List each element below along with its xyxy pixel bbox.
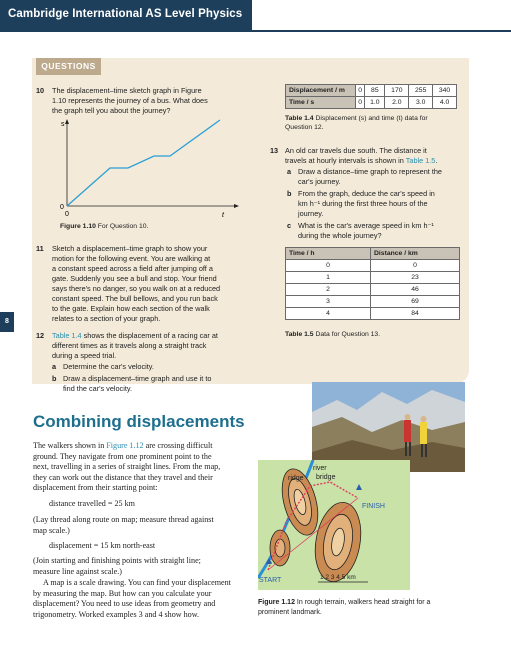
table-cell: 84 [371,308,460,320]
caption-line [285,114,465,123]
bus-journey-line [67,120,220,206]
table-cell: 2 [286,284,371,296]
body-line: by measuring the map. But how can you calculate your [33,588,212,598]
table-header: Time / s [286,97,356,109]
x-axis-label: t [222,212,224,219]
q11-line: says there's no danger, so you walk on at a reduced [52,284,221,293]
caption-text: Data for Question 13. [315,331,381,338]
q10-line: 1.10 represents the journey of a bus. What does [52,96,208,105]
table-row [286,308,460,320]
q13c [287,221,434,241]
body-line: (Lay thread along route on map; measure thread against [33,515,214,524]
table-row [286,272,460,284]
body-line: next, travelling in a series of straight lines. From the map, [33,462,221,472]
table-row [286,296,460,308]
q12b-line: find the car's velocity. [63,384,132,393]
q13a-label: a [287,167,292,176]
q11-line: constant speed. The bull bellows, and you run back [52,294,218,303]
caption-label: Figure 1.12 [258,599,295,606]
table-cell: 3.0 [409,97,433,109]
table-cell: 0 [356,85,365,97]
table-cell: 4 [286,308,371,320]
figure-1-12-link[interactable]: Figure 1.12 [106,441,144,450]
body-line: trigonometry. Worked examples 3 and 4 show how. [33,609,200,619]
q13b-line: From the graph, deduce the car's speed in [298,189,435,198]
table-cell: 170 [385,85,409,97]
q12b [52,374,212,394]
table-row [286,248,460,260]
table-1-4-link[interactable]: Table 1.4 [52,331,82,340]
q12a-label: a [52,362,57,371]
q12-line [52,331,262,341]
table-1-4 [285,84,457,109]
q12-line: during a speed trial. [52,351,117,360]
section-paragraph-2 [33,578,263,620]
river-label: river [313,465,327,472]
start-label: START [259,577,282,584]
caption-label: Table 1.4 [285,115,314,122]
q13b-line: journey. [298,209,324,218]
caption-text: For Question 10. [97,223,149,230]
table-header: Time / h [286,248,371,260]
book-title: Cambridge International AS Level Physics [8,8,243,20]
caption-label: Table 1.5 [285,331,314,338]
table-1-5 [285,247,460,320]
caption-line [258,598,468,608]
table-cell: 23 [371,272,460,284]
note-2 [33,556,263,577]
table-cell: 85 [365,85,385,97]
q13c-line: during the whole journey? [298,231,382,240]
body-line: (Join starting and finishing points with straight line; [33,556,201,565]
q13-line [285,156,470,166]
table-1-5-caption [285,330,380,339]
q12b-label: b [52,374,57,383]
q12b-line: Draw a displacement–time graph and use it to [63,374,212,383]
q11-number: 11 [36,244,44,253]
q11-line: a constant speed across a field after jumping off a [52,264,213,273]
figure-1-10-graph [52,116,242,220]
q11-line: relates to a section of your graph. [52,314,161,323]
table-row [286,97,457,109]
q11-line: Sketch a displacement–time graph to show your [52,244,208,253]
page-header [0,0,511,32]
table-row [286,284,460,296]
y-axis-arrow [65,119,69,124]
table-cell: 255 [409,85,433,97]
table-cell: 46 [371,284,460,296]
section-paragraph-1 [33,441,263,494]
body-line: A map is a scale drawing. You can find your displacement [43,578,231,587]
table-cell: 3 [286,296,371,308]
page-number: 8 [0,312,14,332]
route-map [258,460,410,590]
q12-line: different times as it travels along a straight track [52,341,207,350]
section-title: Combining displacements [33,412,245,431]
table-header: Distance / km [371,248,460,260]
graph-origin-x: 0 [65,211,69,218]
y-axis-label: s [61,121,65,128]
table-header: Displacement / m [286,85,356,97]
q13a-line: Draw a distance–time graph to represent the [298,167,442,176]
body-line [33,441,263,452]
table-cell: 2.0 [385,97,409,109]
q13a-line: car's journey. [298,177,341,186]
q12-text [52,331,262,361]
note-1 [33,515,263,536]
q12a [52,362,154,372]
q13b [287,189,435,219]
table-cell: 0 [286,260,371,272]
body-line: map scale.) [33,525,70,535]
q13c-line: What is the car's average speed in km h⁻¹ [298,221,434,230]
q13a [287,167,442,187]
bridge-label: bridge [316,474,336,481]
finish-label: FINISH [362,503,385,510]
figure-1-10-caption [60,222,148,231]
q13-line-pre: travels at hourly intervals is shown in [285,156,406,165]
equation-distance: distance travelled = 25 km [49,499,135,508]
q13b-line: km h⁻¹ during the first three hours of the [298,199,428,208]
caption-line: prominent landmark. [258,608,322,616]
table-row [286,85,457,97]
scale-label: 1 2 3 4 5 km [320,574,356,581]
walkers-photo [312,382,465,472]
body-line: ground. They navigate from one prominent point to the [33,451,212,461]
q13-number: 13 [270,146,279,155]
q13-text [285,146,470,166]
q13-line-post: . [435,156,438,165]
body-text: are crossing difficult [143,441,213,450]
caption-text: In rough terrain, walkers head straight for a [296,599,431,606]
q13b-label: b [287,189,292,198]
table-cell: 1.0 [365,97,385,109]
body-line: displacement from their starting point: [33,483,158,493]
q11-line: to the gate. Explain how each section of the walk [52,304,210,313]
table-cell: 1 [286,272,371,284]
table-1-5-link[interactable]: Table 1.5 [405,156,436,165]
header-rule [252,30,511,32]
caption-line: Question 12. [285,124,324,131]
q12-line-rest: shows the displacement of a racing car at [81,331,218,340]
caption-text: Displacement (s) and time (t) data for [315,115,428,122]
q10-text [52,86,262,116]
table-cell: 0 [356,97,365,109]
q12a-text: Determine the car's velocity. [63,362,154,371]
table-cell: 340 [433,85,457,97]
graph-origin-y: 0 [60,204,64,211]
table-cell: 4.0 [433,97,457,109]
table-row [286,260,460,272]
table-cell: 69 [371,296,460,308]
q11-line: gate. Suddenly you see a bull and stop. Your friend [52,274,217,283]
header-bar [0,0,252,32]
q10-number: 10 [36,86,45,95]
figure-1-12-caption [258,598,468,617]
body-line: measure line against scale.) [33,566,122,576]
q10-line: The displacement–time sketch graph in Figure [52,86,202,95]
q13-line: An old car travels due south. The distance it [285,146,427,155]
q11-text [52,244,262,324]
body-line: displacement? You need to use ideas from geometry and [33,599,216,609]
q10-line: the graph tell you about the journey? [52,106,171,115]
body-text: The walkers shown in [33,441,107,450]
x-axis-arrow [234,204,239,208]
table-cell: 0 [371,260,460,272]
q12-number: 12 [36,331,45,340]
body-line: they can work out the distance that they travel and their [33,472,213,482]
questions-label: QUESTIONS [36,58,101,75]
q13c-label: c [287,221,292,230]
table-1-4-caption [285,114,465,132]
ridge-label: ridge [288,475,304,482]
q11-line: motion for the following event. You are walking at [52,254,211,263]
caption-label: Figure 1.10 [60,223,96,230]
equation-displacement: displacement = 15 km north-east [49,541,156,550]
